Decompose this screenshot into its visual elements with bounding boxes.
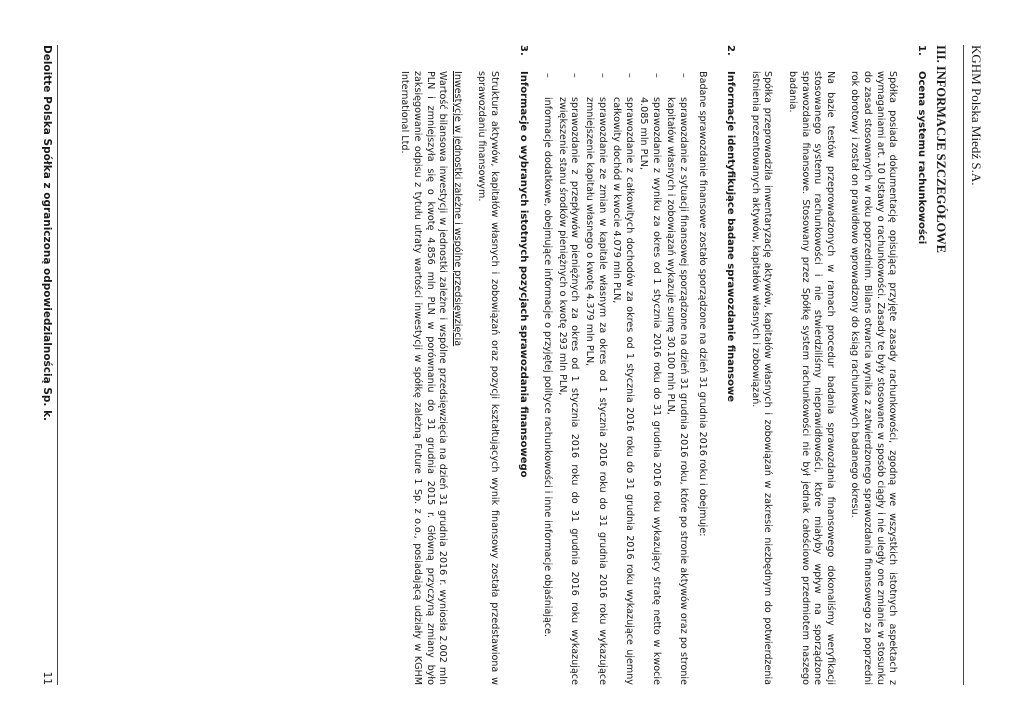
section-1-paragraph: Spółka posiada dokumentację opisującą przyjęte zasady rachunkowości, zgodną we wszystkich istotnych aspektach z wymaganiami art. 10 Ustawy o rachunkowości. Zasady te były stosowane w sposób ciągły i nie uległy one zmianie w stosunku do zasad stosowanych w roku poprzednim. Bilans otwarcia wynika z zatwierdzonego sprawozdania finansowego za poprzedni rok obrotowy i został on prawidłowo wprowadzony do ksiąg rachunkowych badanego okresu. bbox=[849, 71, 899, 685]
section-1-body bbox=[748, 71, 898, 685]
section-3-number: 3. bbox=[517, 45, 529, 56]
footer-company: Deloitte Polska Spółka z ograniczoną odpowiedzialnością Sp. k. bbox=[41, 45, 53, 422]
list-item: – sprawozdanie z całkowitych dochodów za okres od 1 stycznia 2016 roku do 31 grudnia 2016 roku wykazujące ujemny całkowity dochód w kwocie 4.079 mln PLN, bbox=[610, 71, 635, 685]
financial-statements-list bbox=[541, 71, 690, 685]
list-item: – sprawozdanie z przepływów pieniężnych za okres od 1 stycznia 2016 roku do 31 grudnia 2016 roku wykazujące zwiększenie stanu środków pieniężnych o kwotę 293 mln PLN, bbox=[555, 71, 580, 685]
list-item: – sprawozdanie z sytuacji finansowej sporządzone na dzień 31 grudnia 2016 roku, które po stronie aktywów oraz po stronie kapitałów własnych i zobowiązań wykazuje sumę 30.100 mln PLN, bbox=[664, 71, 689, 685]
page-footer bbox=[40, 45, 58, 685]
list-item: – sprawozdanie ze zmian w kapitale własnym za okres od 1 stycznia 2016 roku do 31 grudnia 2016 roku wykazujące zmniejszenie kapitału własnego o kwotę 4.379 mln PLN, bbox=[582, 71, 607, 685]
section-2-body bbox=[541, 71, 708, 685]
section-2-heading bbox=[724, 45, 737, 685]
document-content bbox=[386, 45, 982, 685]
section-2-intro: Badane sprawozdanie finansowe zostało sporządzone na dzień 31 grudnia 2016 roku i obejmuje: bbox=[696, 71, 708, 537]
section-2-number: 2. bbox=[725, 45, 737, 56]
section-3-subparagraph: Wartość bilansowa inwestycji w jednostki zależne i wspólne przedsięwzięcia na dzień 31 grudnia 2016 r. wyniosła 2.002 mln PLN i zmniejszyła się o kwotę 4.856 mln PLN w porównaniu do 31 grudnia 2015 r. Główną przyczyną zmiany było zaksięgowanie odpisu z tytułu utraty wartości inwestycji w spółkę zależną Future 1 Sp. z o.o., posiadającą udziały w KGHM International Ltd. bbox=[399, 71, 449, 685]
section-3-body bbox=[398, 71, 500, 685]
list-item: – informacje dodatkowe, obejmujące informacje o przyjętej polityce rachunkowości i inne informacje objaśniające. bbox=[541, 71, 554, 685]
section-1-heading bbox=[914, 45, 927, 685]
section-1-number: 1. bbox=[915, 45, 927, 56]
section-3-heading bbox=[516, 45, 529, 685]
section-1-title: Ocena systemu rachunkowości bbox=[915, 71, 927, 245]
list-item: – sprawozdanie z wyniku za okres od 1 stycznia 2016 roku do 31 grudnia 2016 roku wykazujący stratę netto w kwocie 4.085 mln PLN, bbox=[637, 71, 662, 685]
section-2-title: Informacje identyfikujące badane sprawozdanie finansowe bbox=[725, 71, 737, 402]
section-3-title: Informacje o wybranych istotnych pozycjach sprawozdania finansowego bbox=[517, 71, 529, 478]
page-header: KGHM Polska Miedź S.A. bbox=[963, 45, 982, 685]
page-number: 11 bbox=[41, 671, 53, 685]
section-1-paragraph: Na bazie testów przeprowadzonych w ramach procedur badania sprawozdania finansowego dokonaliśmy weryfikacji stosowanego systemu rachunkowości i nie stwierdziliśmy nieprawidłowości, które miałyby wpływ na sporządzone sprawozdania finansowe. Stosowany przez Spółkę system rachunkowości nie był jednak całościowo przedmiotem naszego badania. bbox=[787, 71, 836, 685]
main-heading: III. INFORMACJE SZCZEGÓŁOWE bbox=[934, 45, 949, 254]
section-3-subheading: Inwestycje w jednostki zależne i wspólne przedsięwzięcia bbox=[451, 71, 463, 347]
section-1-paragraph: Spółka przeprowadziła inwentaryzację aktywów, kapitałów własnych i zobowiązań w zakresie niezbędnym do potwierdzenia istnienia prezentowanych aktywów, kapitałów własnych i zobowiązań. bbox=[749, 71, 774, 685]
section-3-paragraph: Struktura aktywów, kapitałów własnych i zobowiązań oraz pozycji kształtujących wynik finansowy została przedstawiona w sprawozdaniu finansowym. bbox=[476, 71, 500, 685]
